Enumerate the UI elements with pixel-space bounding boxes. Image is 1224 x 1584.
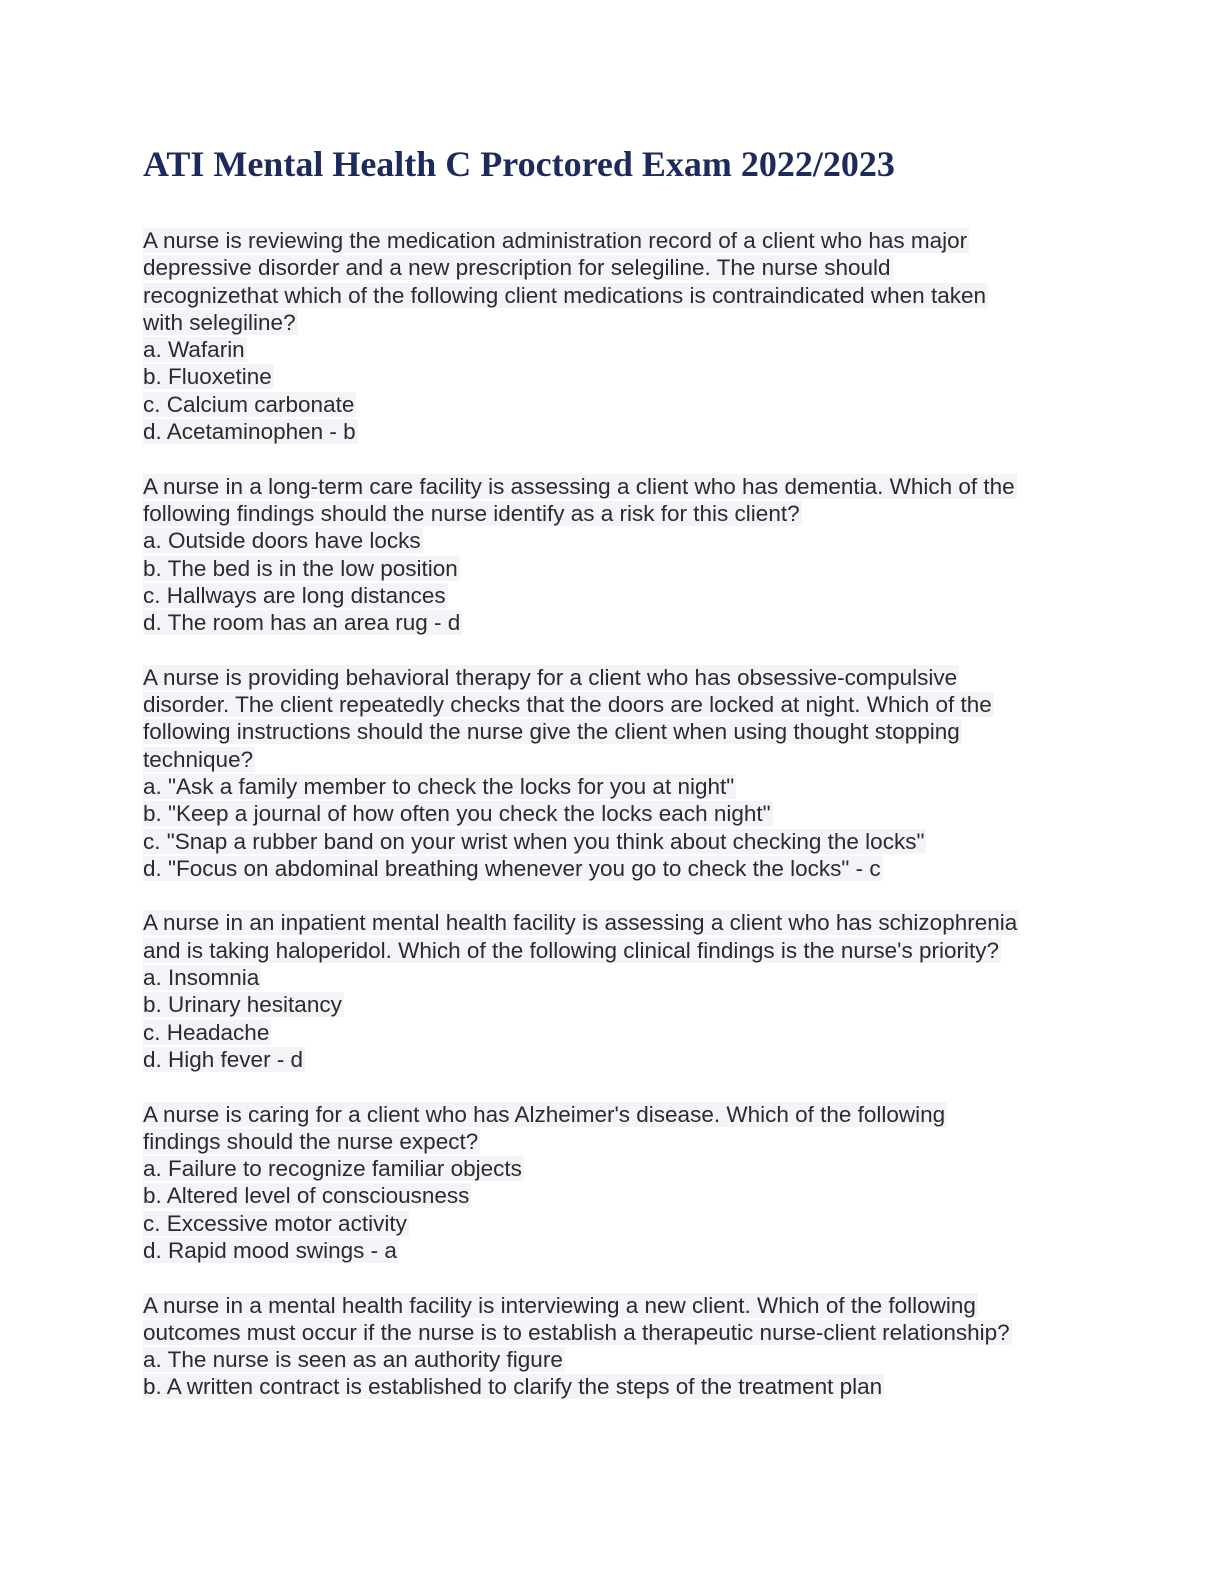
question-stem-line: and is taking haloperidol. Which of the following clinical findings is the nurse's priority?	[143, 937, 999, 963]
answer-option: b. "Keep a journal of how often you check the locks each night"	[143, 801, 771, 827]
document-title: ATI Mental Health C Proctored Exam 2022/2023	[143, 144, 895, 184]
answer-option: b. Urinary hesitancy	[143, 992, 342, 1018]
question-stem-line: with selegiline?	[143, 309, 296, 335]
question-stem-line: A nurse in an inpatient mental health facility is assessing a client who has schizophrenia	[143, 910, 1018, 936]
answer-option: a. Insomnia	[143, 965, 260, 991]
answer-option: b. Fluoxetine	[143, 364, 272, 390]
question-6	[143, 1292, 1103, 1401]
answer-option: d. The room has an area rug - d	[143, 610, 461, 636]
question-stem-line: technique?	[143, 746, 254, 772]
question-stem-line: following instructions should the nurse give the client when using thought stopping	[143, 719, 960, 745]
question-2	[143, 473, 1103, 637]
answer-option: d. Acetaminophen - b	[143, 419, 356, 445]
answer-option: d. Rapid mood swings - a	[143, 1237, 397, 1263]
answer-option: c. Calcium carbonate	[143, 391, 355, 417]
question-stem-line: A nurse is reviewing the medication administration record of a client who has major	[143, 228, 968, 253]
answer-option: a. The nurse is seen as an authority figure	[143, 1347, 563, 1373]
question-list	[143, 227, 1103, 1428]
answer-option: a. Wafarin	[143, 337, 245, 363]
question-stem-line: findings should the nurse expect?	[143, 1128, 479, 1154]
question-1	[143, 227, 1103, 445]
answer-option: b. A written contract is established to clarify the steps of the treatment plan	[143, 1374, 883, 1400]
question-stem-line: depressive disorder and a new prescription for selegiline. The nurse should	[143, 255, 891, 281]
answer-option: c. "Snap a rubber band on your wrist when you think about checking the locks"	[143, 828, 925, 854]
answer-option: b. The bed is in the low position	[143, 555, 458, 581]
answer-option: a. Outside doors have locks	[143, 528, 421, 554]
answer-option: d. High fever - d	[143, 1046, 304, 1072]
question-stem-line: following findings should the nurse identify as a risk for this client?	[143, 500, 800, 526]
answer-option: d. "Focus on abdominal breathing whenever you go to check the locks" - c	[143, 855, 881, 881]
answer-option: c. Excessive motor activity	[143, 1210, 407, 1236]
answer-option: c. Headache	[143, 1019, 270, 1045]
answer-option: c. Hallways are long distances	[143, 582, 446, 608]
question-stem-line: A nurse is providing behavioral therapy for a client who has obsessive-compulsive	[143, 664, 958, 690]
question-stem-line: A nurse is caring for a client who has Alzheimer's disease. Which of the following	[143, 1101, 946, 1127]
answer-option: a. Failure to recognize familiar objects	[143, 1156, 522, 1182]
question-stem-line: outcomes must occur if the nurse is to establish a therapeutic nurse-client relationship?	[143, 1319, 1010, 1345]
question-3	[143, 664, 1103, 882]
question-stem-line: disorder. The client repeatedly checks that the doors are locked at night. Which of the	[143, 692, 992, 718]
question-stem-line: recognizethat which of the following client medications is contraindicated when taken	[143, 282, 986, 308]
answer-option: a. "Ask a family member to check the locks for you at night"	[143, 773, 735, 799]
question-5	[143, 1101, 1103, 1265]
question-stem-line: A nurse in a mental health facility is interviewing a new client. Which of the following	[143, 1292, 976, 1318]
question-stem-line: A nurse in a long-term care facility is assessing a client who has dementia. Which of the	[143, 473, 1015, 499]
answer-option: b. Altered level of consciousness	[143, 1183, 470, 1209]
question-4	[143, 909, 1103, 1073]
